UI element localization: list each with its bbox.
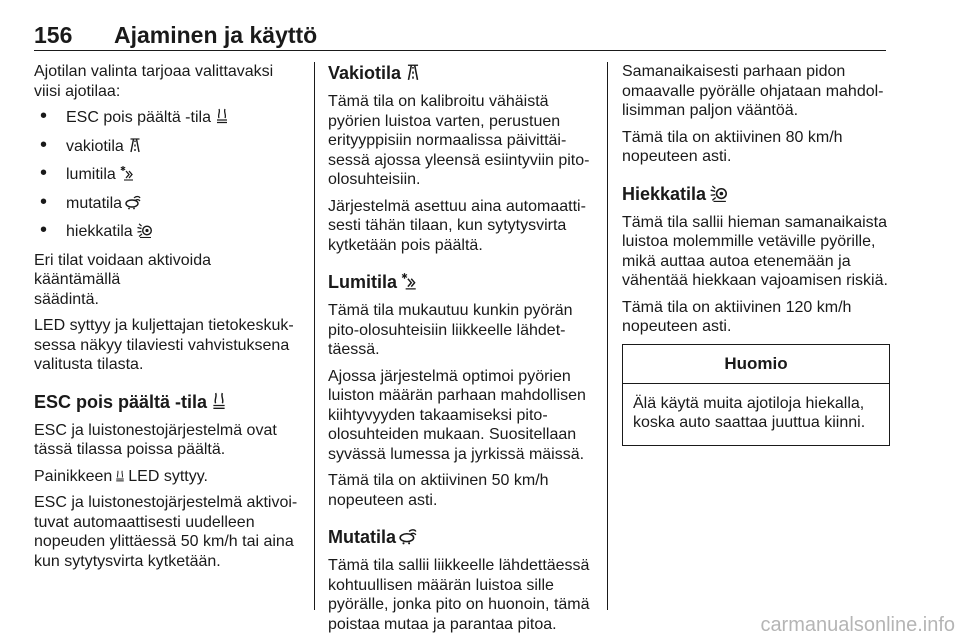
column-divider-1	[314, 62, 315, 610]
inline-text: Painikkeen	[34, 467, 113, 485]
intro-text: Ajotilan valinta tarjoaa valittavaksi viisi ajotilaa:	[34, 63, 274, 100]
paragraph: Samanaikaisesti parhaan pidon omaavalle pyörälle ohjataan mahdol- lisimman paljon vääntöä.	[622, 63, 884, 119]
paragraph: Järjestelmä asettuu aina automaatti- sesti tähän tilaan, kun sytytysvirta kytketään pois päältä.	[328, 197, 586, 254]
page-header	[34, 22, 886, 52]
list-item	[34, 165, 300, 185]
esc-off-icon	[114, 470, 126, 482]
road-icon	[127, 137, 143, 153]
paragraph: Tämä tila on aktiivinen 120 km/h nopeuteen asti.	[622, 298, 852, 335]
heading-text: Hiekkatila	[622, 183, 707, 204]
paragraph: Ajossa järjestelmä optimoi pyörien luiston määrän parhaan mahdollisen kiihtyvyyden takaamiseksi pito- olosuhteiden mukaan. Suositellaan syvässä lumessa ja jyrkissä mäissä.	[328, 367, 586, 463]
list-item-text: ESC pois päältä -tila	[66, 109, 211, 126]
snow-icon	[400, 272, 418, 290]
list-item-text: hiekkatila	[66, 223, 133, 240]
paragraph: Tämä tila on aktiivinen 80 km/h nopeuteen asti.	[622, 128, 843, 165]
list-item	[34, 222, 300, 242]
notice-title: Huomio	[623, 345, 889, 384]
paragraph: Eri tilat voidaan aktivoida kääntämällä säädintä.	[34, 251, 211, 308]
header-rule	[34, 50, 886, 51]
paragraph: Tämä tila sallii hieman samanaikaista luistoa molemmille vetäville pyörille, mikä auttaa autoa etenemään ja vähentää hiekkaan vajoamisen riskiä.	[622, 213, 888, 289]
column-2	[328, 62, 592, 641]
paragraph: Tämä tila on kalibroitu vähäistä pyörien luistoa varten, perustuen erityyppisiin normaalissa päivittäi- sessä ajossa yleensä esiintyviin pito- olosuhteisiin.	[328, 93, 590, 188]
drive-mode-list	[34, 108, 300, 242]
sand-icon	[709, 184, 727, 202]
section-heading-vakiotila	[328, 62, 592, 84]
paragraph: ESC ja luistonestojärjestelmä aktivoi- tuvat automaattisesti uudelleen nopeuden ylittäessä 50 km/h tai aina kun sytytysvirta kytketään.	[34, 494, 298, 570]
paragraph: Tämä tila on aktiivinen 50 km/h nopeuteen asti.	[328, 472, 549, 509]
column-1	[34, 62, 300, 578]
list-item-text: vakiotila	[66, 137, 124, 155]
heading-text: Mutatila	[328, 527, 397, 547]
notice-text: Älä käytä muita ajotiloja hiekalla, koska auto saattaa juuttua kiinni.	[633, 394, 866, 431]
page-number: 156	[34, 22, 73, 48]
esc-off-icon	[214, 108, 230, 124]
heading-text: Lumitila	[328, 272, 398, 292]
list-item	[34, 108, 300, 128]
paragraph: Tämä tila sallii liikkeelle lähdettäessä kohtuullisen määrän luistoa sille pyörälle, jonka pito on huonoin, tämä poistaa mutaa ja parantaa pitoa.	[328, 557, 590, 633]
esc-off-icon	[210, 392, 228, 410]
list-item-text: lumitila	[66, 166, 116, 183]
list-item-text: mutatila	[66, 194, 123, 212]
section-heading-hiekkatila	[622, 183, 890, 205]
snow-icon	[119, 165, 135, 181]
list-item	[34, 194, 300, 214]
paragraph: ESC ja luistonestojärjestelmä ovat tässä tilassa poissa päältä.	[34, 421, 277, 458]
section-heading-lumitila	[328, 271, 592, 293]
road-icon	[404, 63, 422, 81]
paragraph: Tämä tila mukautuu kunkin pyörän pito-olosuhteisiin liikkeelle lähdet- täessä.	[328, 302, 573, 358]
section-heading-esc-off	[34, 391, 300, 413]
heading-text: Vakiotila	[328, 63, 402, 83]
watermark: carmanualsonline.info	[760, 614, 955, 636]
mud-icon	[125, 194, 141, 210]
paragraph: LED syttyy ja kuljettajan tietokeskuk- sessa näkyy tilaviesti vahvistuksena valitusta tilasta.	[34, 317, 294, 373]
notice-body	[623, 384, 889, 445]
list-item	[34, 137, 300, 157]
notice-box	[622, 344, 890, 446]
column-divider-2	[607, 62, 608, 610]
inline-text: LED syttyy.	[128, 467, 208, 485]
mud-icon	[399, 527, 417, 545]
section-heading-mutatila	[328, 526, 592, 548]
sand-icon	[136, 222, 152, 238]
column-3	[622, 62, 890, 446]
page-heading: Ajaminen ja käyttö	[114, 22, 318, 48]
heading-text: ESC pois päältä -tila	[34, 391, 208, 412]
paragraph	[34, 467, 300, 487]
